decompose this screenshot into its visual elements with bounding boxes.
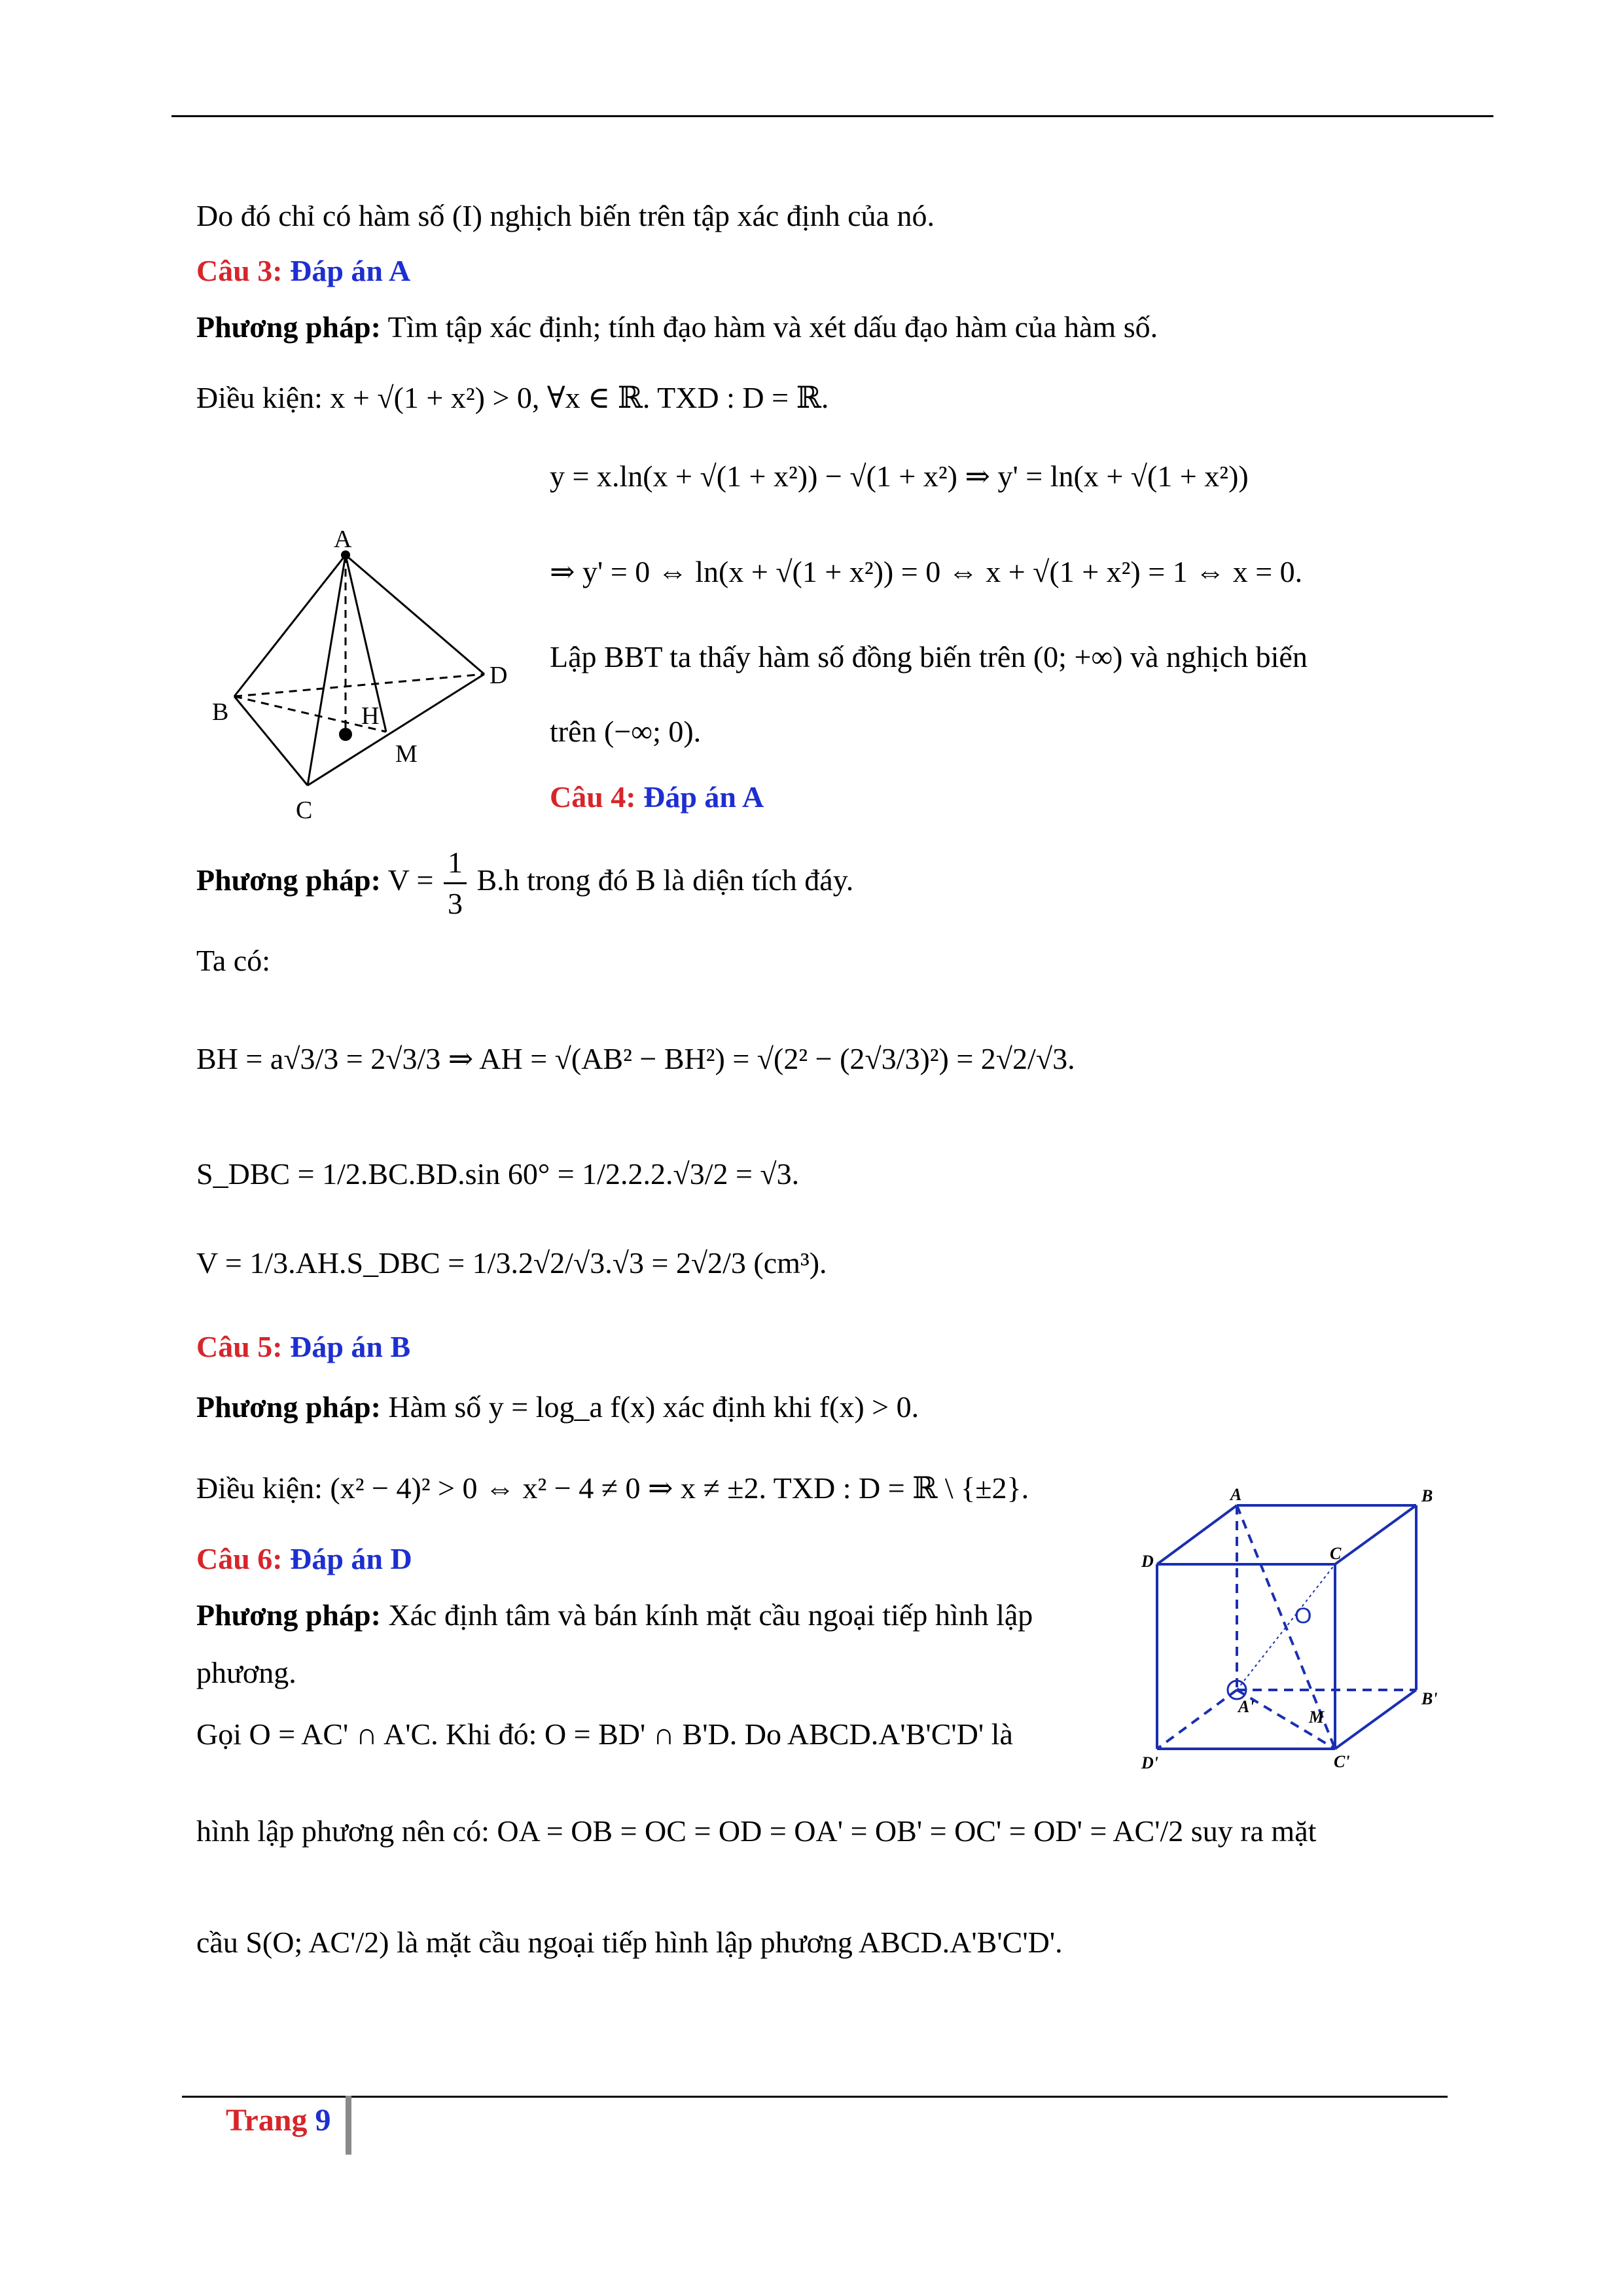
q3-condition: Điều kiện: x + √(1 + x²) > 0, ∀x ∈ ℝ. TXD : D = ℝ. (196, 381, 829, 414)
q3-answer: Đáp án A (290, 254, 411, 287)
cube-label-b-prime: B' (1421, 1689, 1438, 1708)
cube-label-c-prime: C' (1334, 1752, 1350, 1771)
q6-line-1: Gọi O = AC' ∩ A'C. Khi đó: O = BD' ∩ B'D. Do ABCD.A'B'C'D' là (196, 1717, 1013, 1751)
q4-formula-prefix: V = (387, 863, 434, 897)
q6-line-3: cầu S(O; AC'/2) là mặt cầu ngoại tiếp hình lập phương ABCD.A'B'C'D'. (196, 1926, 1063, 1959)
cube-figure (1139, 1479, 1466, 1787)
cube-label-a: A (1230, 1485, 1242, 1504)
q3-equation-1: y = x.ln(x + √(1 + x²)) − √(1 + x²) ⇒ y' = ln(x + √(1 + x²)) (550, 459, 1249, 493)
footer-page-label: Trang (226, 2103, 308, 2138)
method-label: Phương pháp: (196, 310, 381, 344)
q4-label: Câu 4: (550, 780, 636, 814)
q5-label: Câu 5: (196, 1330, 283, 1363)
pyramid-label-c: C (296, 797, 313, 824)
pyramid-label-b: B (212, 698, 229, 726)
q4-heading (550, 779, 764, 816)
cube-label-d: D (1141, 1552, 1154, 1571)
pyramid-label-h: H (361, 702, 380, 730)
q5-method-text: Hàm số y = log_a f(x) xác định khi f(x) > 0. (388, 1390, 919, 1424)
q5-method (196, 1389, 919, 1426)
q4-fraction-den: 3 (447, 886, 463, 920)
q5-answer: Đáp án B (290, 1330, 411, 1363)
footer-rule (182, 2096, 1448, 2098)
q5-condition: Điều kiện: (x² − 4)² > 0 ⇔ x² − 4 ≠ 0 ⇒ x ≠ ±2. TXD : D = ℝ \ {±2}. (196, 1471, 1029, 1505)
q5-heading (196, 1329, 410, 1365)
q6-method (196, 1597, 1033, 1634)
q3-label: Câu 3: (196, 254, 283, 287)
method-label: Phương pháp: (196, 1390, 381, 1424)
q4-taco: Ta có: (196, 944, 271, 977)
cube-label-c: C (1330, 1544, 1342, 1563)
q3-method-text: Tìm tập xác định; tính đạo hàm và xét dấu đạo hàm của hàm số. (387, 310, 1158, 344)
footer-divider (346, 2096, 351, 2155)
pyramid-label-a: A (334, 526, 352, 553)
q6-line-2: hình lập phương nên có: OA = OB = OC = OD = OA' = OB' = OC' = OD' = AC'/2 suy ra mặt (196, 1814, 1317, 1848)
q6-answer: Đáp án D (290, 1542, 412, 1575)
q3-equation-2: ⇒ y' = 0 ⇔ ln(x + √(1 + x²)) = 0 ⇔ x + √(1 + x²) = 1 ⇔ x = 0. (550, 555, 1303, 588)
q3-bbt-line-1: Lập BBT ta thấy hàm số đồng biến trên (0; +∞) và nghịch biến (550, 640, 1308, 673)
cube-label-a-prime: A' (1238, 1697, 1255, 1716)
q4-method (196, 838, 853, 924)
method-label: Phương pháp: (196, 1598, 381, 1632)
q3-bbt-line-2: trên (−∞; 0). (550, 715, 702, 748)
q4-bh-formula: BH = a√3/3 = 2√3/3 ⇒ AH = √(AB² − BH²) = √(2² − (2√3/3)²) = 2√2/√3. (196, 1042, 1075, 1075)
cube-label-d-prime: D' (1141, 1753, 1158, 1772)
q4-fraction (444, 843, 467, 924)
pyramid-label-d: D (490, 662, 508, 689)
footer-page (226, 2102, 330, 2139)
cube-label-b: B (1421, 1486, 1433, 1505)
cube-label-m: M (1309, 1708, 1325, 1727)
q6-heading (196, 1541, 412, 1577)
q4-fraction-num: 1 (444, 843, 467, 884)
pyramid-label-m: M (395, 740, 418, 768)
conclusion-line: Do đó chỉ có hàm số (I) nghịch biến trên tập xác định của nó. (196, 199, 935, 232)
method-label: Phương pháp: (196, 863, 381, 897)
q4-volume-formula: V = 1/3.AH.S_DBC = 1/3.2√2/√3.√3 = 2√2/3 (cm³). (196, 1246, 827, 1280)
q4-formula-suffix: B.h trong đó B là diện tích đáy. (476, 863, 854, 897)
q3-heading (196, 253, 410, 289)
q6-method-text: Xác định tâm và bán kính mặt cầu ngoại tiếp hình lập (388, 1598, 1033, 1632)
q4-area-formula: S_DBC = 1/2.BC.BD.sin 60° = 1/2.2.2.√3/2 = √3. (196, 1157, 800, 1191)
q4-answer: Đáp án A (643, 780, 764, 814)
cube-label-o: O (1294, 1604, 1312, 1628)
pyramid-figure (209, 524, 524, 831)
q6-label: Câu 6: (196, 1542, 283, 1575)
q6-method-cont: phương. (196, 1656, 296, 1689)
header-rule (171, 115, 1493, 117)
q3-method (196, 309, 1158, 346)
footer-page-number: 9 (315, 2103, 331, 2138)
